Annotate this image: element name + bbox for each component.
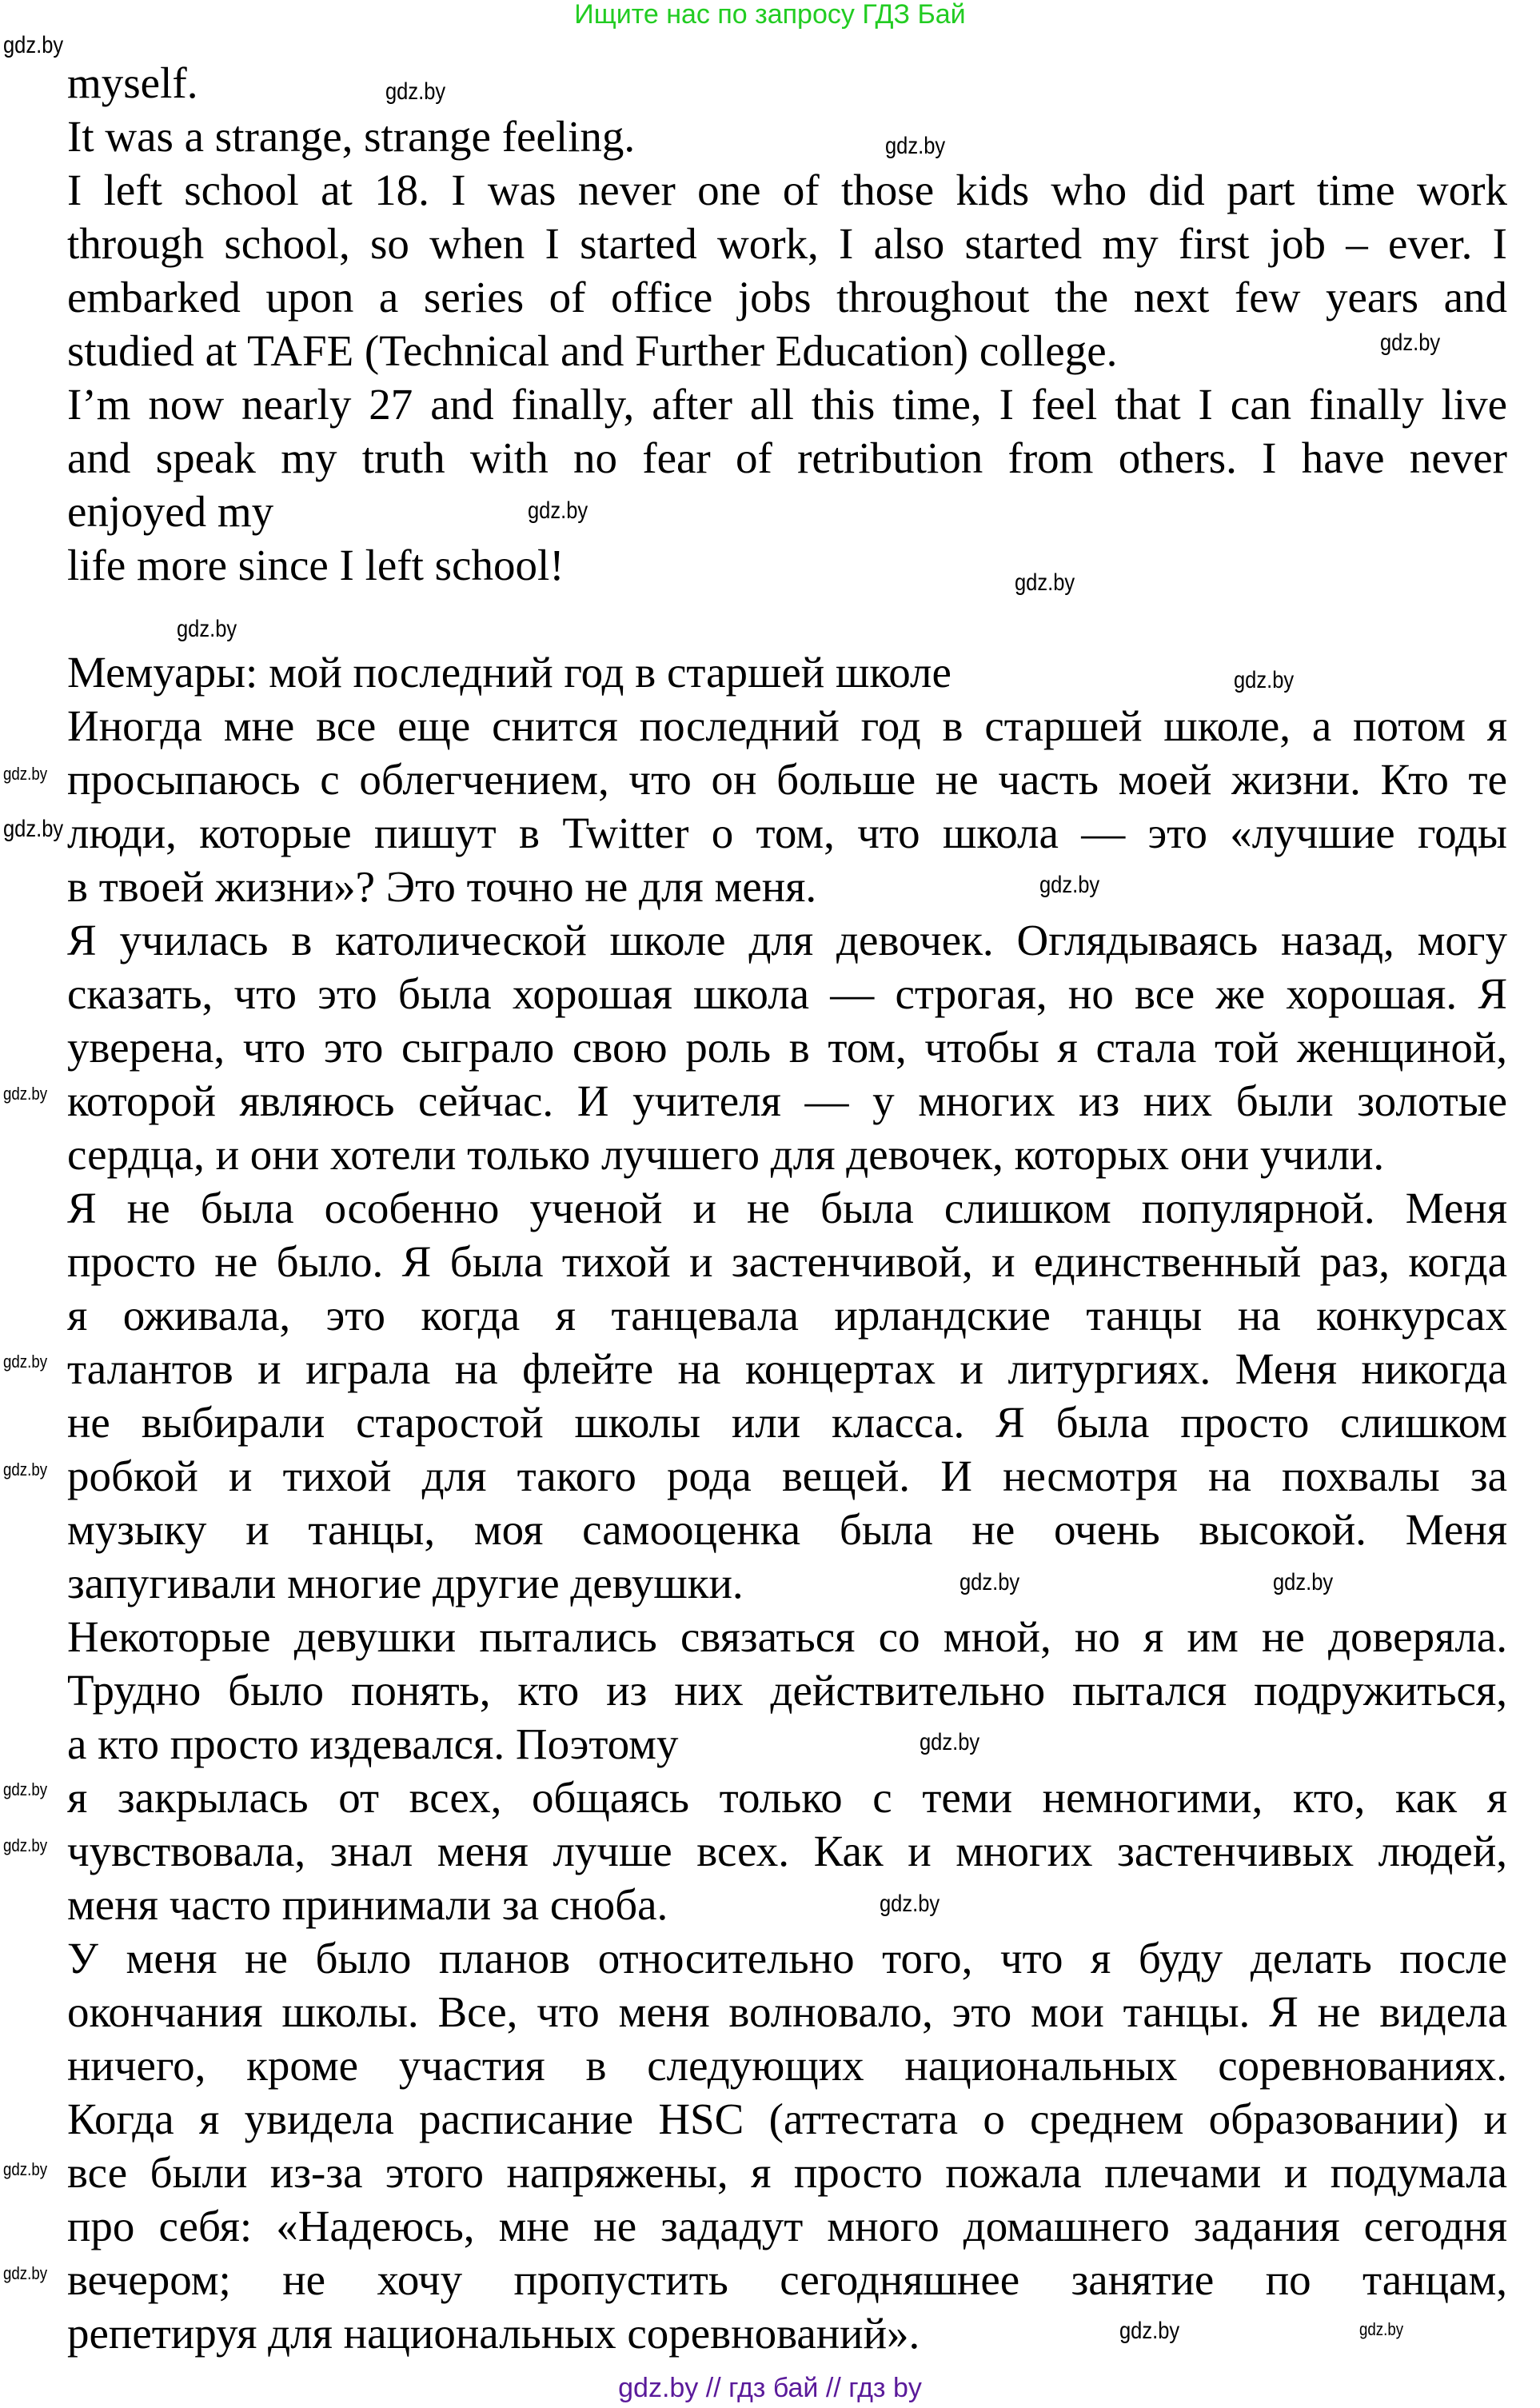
text-line (67, 1235, 1507, 1288)
text-line-content: It was a strange, strange feeling. (67, 112, 636, 161)
watermark: gdz.by (920, 1729, 980, 1755)
text-line-content: enjoyed my (67, 487, 274, 536)
text-line (67, 1020, 1507, 1074)
watermark: gdz.by (885, 133, 946, 159)
watermark: gdz.by (3, 1835, 48, 1855)
text-line (67, 1824, 1507, 1878)
footer-banner: gdz.by // гдз бай // гдз by (618, 2373, 922, 2403)
text-line (67, 538, 1507, 592)
text-line (67, 377, 1507, 431)
text-line (67, 324, 1507, 377)
text-line-content: I left school at 18. I was never one of those kids who did part time work (67, 166, 1507, 214)
watermark: gdz.by (1039, 872, 1100, 898)
watermark: gdz.by (528, 497, 588, 524)
text-line (67, 431, 1507, 485)
text-line (67, 2146, 1507, 2199)
text-line (67, 163, 1507, 217)
header-banner: Ищите нас по запросу ГДЗ Бай (574, 0, 966, 30)
text-line-content: сердца, и они хотели только лучшего для девочек, которых они учили. (67, 1130, 1385, 1179)
text-line (67, 2039, 1507, 2092)
text-line (67, 860, 1507, 913)
text-line (67, 1449, 1507, 1503)
text-line-content: studied at TAFE (Technical and Further Education) college. (67, 326, 1118, 375)
text-line-content: and speak my truth with no fear of retribution from others. I have never (67, 433, 1507, 482)
text-line (67, 699, 1507, 753)
text-line-content: Мемуары: мой последний год в старшей школе (67, 648, 952, 697)
text-line (67, 1878, 1507, 1931)
text-line (67, 1503, 1507, 1556)
watermark: gdz.by (1119, 2318, 1180, 2344)
watermark: gdz.by (3, 816, 64, 842)
text-line-content: меня часто принимали за сноба. (67, 1880, 668, 1929)
text-line-content: embarked upon a series of office jobs throughout the next few years and (67, 273, 1507, 321)
text-line-content: просто не было. Я была тихой и застенчивой, и единственный раз, когда (67, 1237, 1507, 1286)
watermark: gdz.by (1359, 2319, 1404, 2339)
watermark: gdz.by (3, 1084, 48, 1104)
text-line (67, 913, 1507, 967)
watermark: gdz.by (1234, 667, 1295, 693)
text-line (67, 1931, 1507, 1985)
text-line (67, 270, 1507, 324)
text-line (67, 1610, 1507, 1663)
text-line (67, 1396, 1507, 1449)
watermark: gdz.by (3, 764, 48, 784)
text-line-content: люди, которые пишут в Twitter о том, что школа — это «лучшие годы (67, 809, 1507, 857)
text-line-content: У меня не было планов относительно того, что я буду делать после (67, 1934, 1507, 1983)
text-line-content: все были из-за этого напряжены, я просто пожала плечами и подумала (67, 2148, 1507, 2197)
text-line-content: сказать, что это была хорошая школа — строгая, но все же хорошая. Я (67, 969, 1507, 1018)
text-line-content: в твоей жизни»? Это точно не для меня. (67, 862, 817, 911)
text-line-content: репетируя для национальных соревнований». (67, 2309, 920, 2358)
text-line (67, 1663, 1507, 1717)
text-line-content: уверена, что это сыграло свою роль в том, чтобы я стала той женщиной, (67, 1023, 1507, 1072)
text-line-content: робкой и тихой для такого рода вещей. И несмотря на похвалы за (67, 1452, 1507, 1500)
text-line-content: не выбирали старостой школы или класса. Я была просто слишком (67, 1398, 1507, 1447)
text-line-content: Когда я увидела расписание HSC (аттестата о среднем образовании) и (67, 2095, 1507, 2143)
watermark: gdz.by (3, 32, 64, 58)
text-line (67, 806, 1507, 860)
text-line (67, 1288, 1507, 1342)
text-line (67, 1181, 1507, 1235)
text-line-content: я закрылась от всех, общаясь только с теми немногими, кто, как я (67, 1773, 1507, 1822)
text-line (67, 2253, 1507, 2306)
watermark: gdz.by (3, 1352, 48, 1372)
watermark: gdz.by (1015, 569, 1075, 596)
text-line (67, 217, 1507, 270)
text-line-content: Иногда мне все еще снится последний год в старшей школе, а потом я (67, 701, 1507, 750)
text-line-content: я оживала, это когда я танцевала ирландские танцы на конкурсах (67, 1291, 1507, 1340)
text-line-content: вечером; не хочу пропустить сегодняшнее занятие по танцам, (67, 2255, 1507, 2304)
text-line-content: Я училась в католической школе для девочек. Оглядываясь назад, могу (67, 916, 1507, 964)
watermark: gdz.by (1380, 329, 1441, 356)
text-line (67, 56, 1507, 110)
watermark: gdz.by (3, 2263, 48, 2283)
text-line (67, 967, 1507, 1020)
text-line (67, 110, 1507, 163)
watermark: gdz.by (3, 2159, 48, 2179)
text-line (67, 2306, 1507, 2360)
text-line-content: Я не была особенно ученой и не была слишком популярной. Меня (67, 1184, 1507, 1232)
text-line-content: through school, so when I started work, I also started my first job – ever. I (67, 219, 1507, 268)
watermark: gdz.by (3, 1460, 48, 1480)
text-line-content: Некоторые девушки пытались связаться со мной, но я им не доверяла. (67, 1612, 1507, 1661)
watermark: gdz.by (880, 1891, 940, 1917)
text-line-content: myself. (67, 58, 198, 107)
text-line (67, 1717, 1507, 1771)
watermark: gdz.by (3, 1779, 48, 1799)
text-line-content: окончания школы. Все, что меня волновало, это мои танцы. Я не видела (67, 1987, 1507, 2036)
text-line (67, 753, 1507, 806)
text-line (67, 1074, 1507, 1128)
text-line-content: life more since I left school! (67, 541, 565, 589)
watermark: gdz.by (1273, 1569, 1334, 1595)
text-line-content: просыпаюсь с облегчением, что он больше не часть моей жизни. Кто те (67, 755, 1507, 804)
watermark: gdz.by (960, 1569, 1020, 1595)
watermark: gdz.by (385, 78, 446, 105)
text-line-content: талантов и играла на флейте на концертах и литургиях. Меня никогда (67, 1344, 1507, 1393)
text-line (67, 1342, 1507, 1396)
text-line (67, 2199, 1507, 2253)
document-body (67, 56, 1507, 2360)
text-line (67, 1771, 1507, 1824)
text-line (67, 592, 1507, 645)
watermark: gdz.by (177, 616, 237, 642)
text-line-content: чувствовала, знал меня лучше всех. Как и многих застенчивых людей, (67, 1827, 1507, 1875)
text-line-content: Трудно было понять, кто из них действительно пытался подружиться, (67, 1666, 1507, 1715)
text-line-content: I’m now nearly 27 and finally, after all this time, I feel that I can finally live (67, 380, 1507, 429)
text-line-content: про себя: «Надеюсь, мне не зададут много домашнего задания сегодня (67, 2202, 1507, 2250)
text-line (67, 2092, 1507, 2146)
text-line (67, 1985, 1507, 2039)
text-line-content: запугивали многие другие девушки. (67, 1559, 744, 1607)
text-line-content: ничего, кроме участия в следующих национальных соревнованиях. (67, 2041, 1507, 2090)
text-line (67, 485, 1507, 538)
text-line-content: которой являюсь сейчас. И учителя — у многих из них были золотые (67, 1076, 1507, 1125)
text-line-content: музыку и танцы, моя самооценка была не очень высокой. Меня (67, 1505, 1507, 1554)
text-line-content: а кто просто издевался. Поэтому (67, 1719, 679, 1768)
text-line (67, 1128, 1507, 1181)
